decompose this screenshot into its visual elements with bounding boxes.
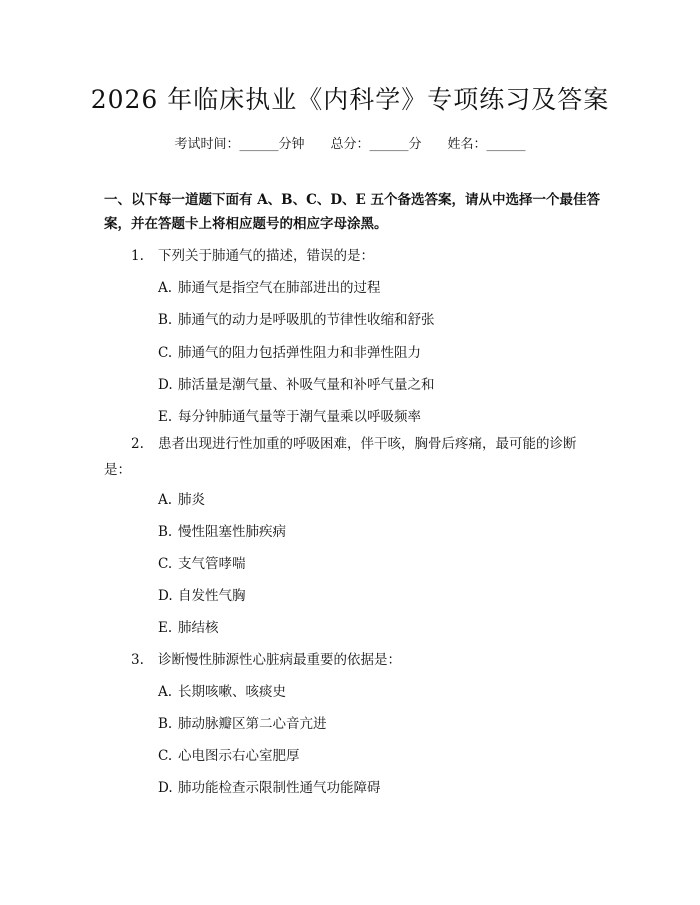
option-letter: A. — [158, 684, 173, 700]
option-text: 慢性阻塞性肺疾病 — [178, 524, 286, 540]
time-unit: 分钟 — [278, 137, 305, 152]
option-3d — [158, 776, 381, 796]
option-2a — [158, 488, 205, 508]
option-3b — [158, 712, 327, 732]
question-number: 2. — [131, 436, 144, 452]
option-letter: B. — [158, 524, 173, 540]
option-text: 肺动脉瓣区第二心音亢进 — [178, 716, 327, 732]
exam-meta-line — [0, 133, 700, 152]
option-letter: C. — [158, 345, 173, 361]
option-text: 每分钟肺通气量等于潮气量乘以呼吸频率 — [178, 409, 421, 425]
option-letter: A. — [158, 280, 173, 296]
name-blank: ______ — [486, 137, 526, 152]
option-text: 自发性气胸 — [178, 588, 246, 604]
option-letter: C. — [158, 748, 173, 764]
option-letter: E. — [158, 409, 173, 425]
score-label: 总分： — [330, 137, 370, 152]
section-instruction: 一、以下每一道题下面有 A、B、C、D、E 五个备选答案，请从中选择一个最佳答案，并在答题卡上将相应题号的相应字母涂黑。 — [104, 192, 601, 232]
question-text: 诊断慢性肺源性心脏病最重要的依据是： — [158, 652, 401, 668]
option-2e — [158, 616, 219, 636]
option-letter: C. — [158, 556, 173, 572]
option-letter: A. — [158, 492, 173, 508]
option-letter: B. — [158, 716, 173, 732]
option-letter: D. — [158, 588, 173, 604]
time-label: 考试时间： — [174, 137, 240, 152]
option-1a — [158, 276, 381, 296]
option-text: 肺通气的阻力包括弹性阻力和非弹性阻力 — [178, 345, 421, 361]
question-3 — [131, 648, 401, 668]
question-number: 3. — [131, 652, 144, 668]
option-letter: D. — [158, 377, 173, 393]
score-blank: ______ — [369, 137, 409, 152]
option-text: 肺活量是潮气量、补吸气量和补呼气量之和 — [178, 377, 435, 393]
option-letter: E. — [158, 620, 173, 636]
question-2 — [104, 431, 594, 483]
option-text: 肺通气是指空气在肺部进出的过程 — [178, 280, 381, 296]
page-title: 2026 年临床执业《内科学》专项练习及答案 — [90, 85, 610, 114]
option-letter: D. — [158, 780, 173, 796]
option-2b — [158, 520, 286, 540]
question-1 — [131, 244, 374, 264]
option-1b — [158, 308, 435, 328]
option-3a — [158, 680, 286, 700]
question-number: 1. — [131, 248, 144, 264]
option-text: 长期咳嗽、咳痰史 — [178, 684, 286, 700]
option-2d — [158, 584, 246, 604]
option-3c — [158, 744, 300, 764]
option-text: 心电图示右心室肥厚 — [178, 748, 300, 764]
option-text: 肺炎 — [178, 492, 205, 508]
option-1c — [158, 341, 421, 361]
option-text: 肺结核 — [178, 620, 219, 636]
option-1e — [158, 405, 421, 425]
name-label: 姓名： — [447, 137, 487, 152]
option-letter: B. — [158, 312, 173, 328]
option-text: 支气管哮喘 — [178, 556, 246, 572]
option-text: 肺功能检查示限制性通气功能障碍 — [178, 780, 381, 796]
time-blank: ______ — [239, 137, 279, 152]
option-text: 肺通气的动力是呼吸肌的节律性收缩和舒张 — [178, 312, 435, 328]
option-1d — [158, 373, 435, 393]
score-unit: 分 — [408, 137, 422, 152]
option-2c — [158, 552, 246, 572]
question-text: 下列关于肺通气的描述，错误的是： — [158, 248, 374, 264]
question-text: 患者出现进行性加重的呼吸困难，伴干咳，胸骨后疼痛，最可能的诊断是： — [104, 436, 577, 478]
